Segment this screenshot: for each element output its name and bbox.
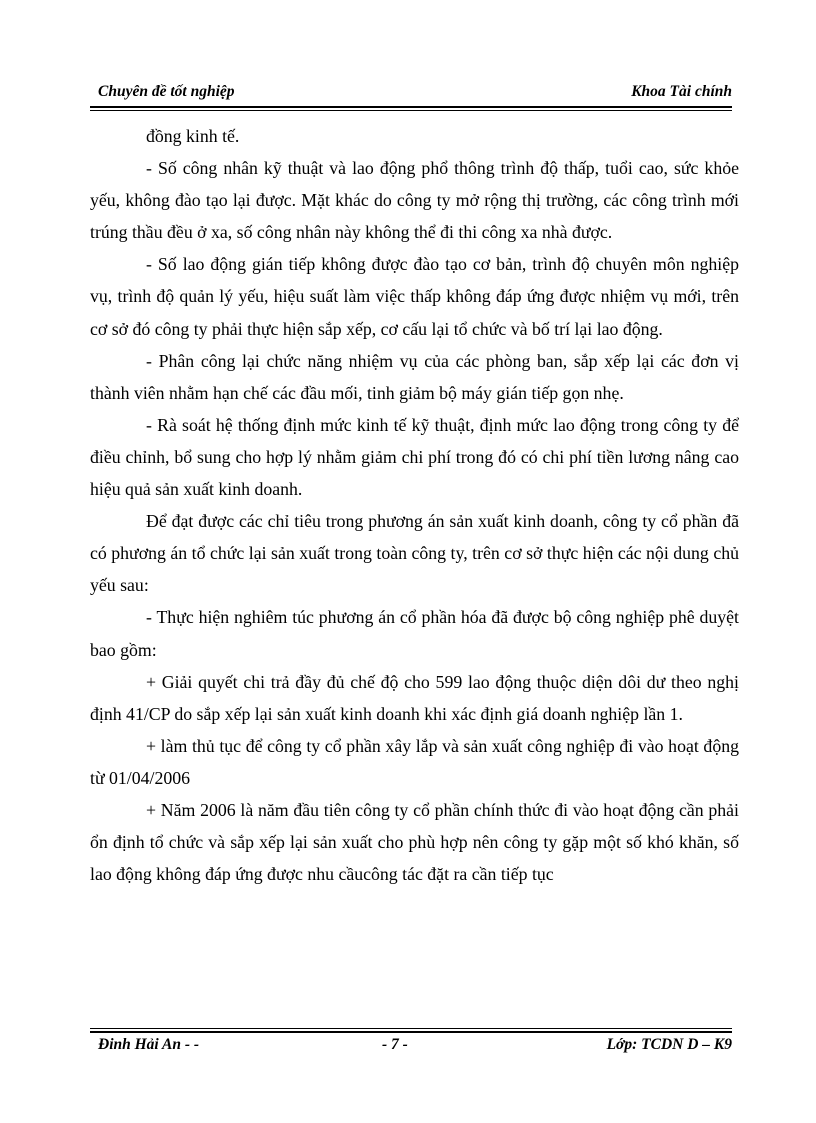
header-department: Khoa Tài chính bbox=[631, 83, 732, 100]
header-document-title: Chuyên đề tốt nghiệp bbox=[98, 83, 235, 100]
paragraph-5: - Rà soát hệ thống định mức kinh tế kỹ thuật, định mức lao động trong công ty để điều chỉnh, bổ sung cho hợp lý nhằm giảm chi phí trong đó có chi phí tiền lương nâng cao hiệu quả sản xuất kinh doanh. bbox=[90, 414, 739, 500]
paragraph-1: đồng kinh tế. bbox=[146, 126, 240, 146]
document-body bbox=[90, 120, 739, 890]
header-divider bbox=[90, 106, 732, 108]
paragraph-8: + Giải quyết chi trả đầy đủ chế độ cho 599 lao động thuộc diện dôi dư theo nghị định 41/CP do sắp xếp lại sản xuất kinh doanh khi xác định giá doanh nghiệp lần 1. bbox=[90, 671, 739, 724]
footer-author: Đinh Hải An - - bbox=[98, 1036, 200, 1053]
paragraph-2: - Số công nhân kỹ thuật và lao động phổ thông trình độ thấp, tuổi cao, sức khỏe yếu, không đào tạo lại được. Mặt khác do công ty mở rộng thị trường, các công trình mới trúng thầu đều ở xa, số công nhân này không thể đi thi công xa nhà được. bbox=[90, 158, 739, 243]
footer-divider bbox=[90, 1031, 732, 1033]
paragraph-3: - Số lao động gián tiếp không được đào tạo cơ bản, trình độ chuyên môn nghiệp vụ, trình độ quản lý yếu, hiệu suất làm việc thấp không đáp ứng được nhiệm vụ mới, trên cơ sở đó công ty phải thực hiện sắp xếp, cơ cấu lại tổ chức và bố trí lại lao động. bbox=[90, 254, 739, 339]
page-footer bbox=[90, 1036, 732, 1058]
footer-class: Lớp: TCDN D – K9 bbox=[606, 1036, 732, 1053]
header-divider-thin bbox=[90, 110, 732, 111]
page-number: - 7 - bbox=[382, 1036, 408, 1053]
paragraph-4: - Phân công lại chức năng nhiệm vụ của các phòng ban, sắp xếp lại các đơn vị thành viên nhằm hạn chế các đầu mối, tinh giảm bộ máy gián tiếp gọn nhẹ. bbox=[90, 350, 739, 403]
footer-divider-thin bbox=[90, 1028, 732, 1029]
paragraph-10: + Năm 2006 là năm đầu tiên công ty cổ phần chính thức đi vào hoạt động cần phải ổn định tổ chức và sắp xếp lại sản xuất cho phù hợp nên công ty gặp một số khó khăn, số lao động không đáp ứng được nhu cầucông tác đặt ra cần tiếp tục bbox=[90, 799, 739, 885]
paragraph-7: - Thực hiện nghiêm túc phương án cổ phần hóa đã được bộ công nghiệp phê duyệt bao gồm: bbox=[90, 607, 739, 660]
paragraph-9: + làm thủ tục để công ty cổ phần xây lắp và sản xuất công nghiệp đi vào hoạt động từ 01/04/2006 bbox=[90, 735, 739, 788]
page-header bbox=[90, 82, 732, 104]
paragraph-6: Để đạt được các chỉ tiêu trong phương án sản xuất kinh doanh, công ty cổ phần đã có phương án tổ chức lại sản xuất trong toàn công ty, trên cơ sở thực hiện các nội dung chủ yếu sau: bbox=[90, 511, 739, 596]
